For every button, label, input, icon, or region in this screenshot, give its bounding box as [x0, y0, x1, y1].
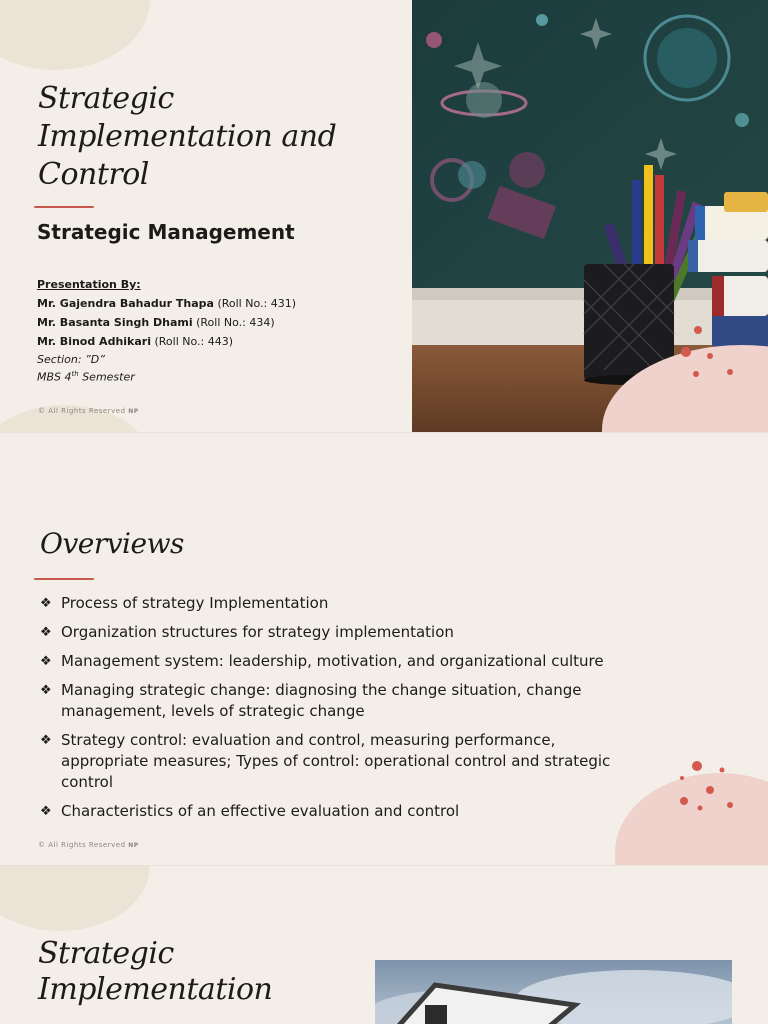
presenter-item: Mr. Binod Adhikari (Roll No.: 443): [37, 335, 234, 348]
copyright-notice: © All Rights Reserved NP: [38, 841, 139, 849]
diamond-bullet-icon: ❖: [40, 683, 52, 698]
copyright-notice: © All Rights Reserved NP: [38, 407, 139, 415]
slide-title: Strategic Implementation and Control: [38, 81, 337, 192]
presenter-item: Mr. Gajendra Bahadur Thapa (Roll No.: 431): [37, 297, 296, 310]
decorative-blob-top-left: [0, 866, 150, 931]
diamond-bullet-icon: ❖: [40, 625, 52, 640]
program-label: MBS 4th Semester: [37, 370, 135, 384]
slide-subtitle: Strategic Management: [37, 220, 295, 244]
list-item: ❖ Process of strategy Implementation: [40, 594, 329, 612]
section-slide: [0, 866, 768, 1024]
list-item: ❖ Strategy control: evaluation and control, measuring performance, appropriate measures; Types of control: operational control and strategic control: [40, 731, 611, 791]
pencil-cup-books-chalkboard-photo: [412, 0, 768, 432]
title-underline-rule: [34, 206, 94, 208]
overview-bullet-list: [40, 593, 640, 830]
sky-sign-photo: [375, 960, 732, 1024]
presenters-block: [37, 275, 296, 351]
overview-slide: [0, 433, 768, 865]
presenter-item: Mr. Basanta Singh Dhami (Roll No.: 434): [37, 316, 275, 329]
diamond-bullet-icon: ❖: [40, 733, 52, 748]
list-item: ❖ Characteristics of an effective evaluation and control: [40, 802, 460, 820]
diamond-bullet-icon: ❖: [40, 804, 52, 819]
section-label: Section: ”D”: [37, 353, 105, 366]
diamond-bullet-icon: ❖: [40, 596, 52, 611]
course-info: [37, 352, 135, 385]
slide-title: Strategic Implementation: [38, 936, 273, 1007]
title-underline-rule: [34, 578, 94, 580]
list-item: ❖ Management system: leadership, motivation, and organizational culture: [40, 652, 604, 670]
presenters-label: Presentation By:: [37, 278, 141, 291]
decorative-blob-top-left: [0, 0, 150, 70]
title-slide: [0, 0, 768, 432]
slide-title: Overviews: [40, 527, 184, 560]
list-item: ❖ Organization structures for strategy implementation: [40, 623, 454, 641]
diamond-bullet-icon: ❖: [40, 654, 52, 669]
decorative-dots: [670, 753, 740, 813]
list-item: ❖ Managing strategic change: diagnosing the change situation, change management, levels of strategic change: [40, 681, 582, 720]
